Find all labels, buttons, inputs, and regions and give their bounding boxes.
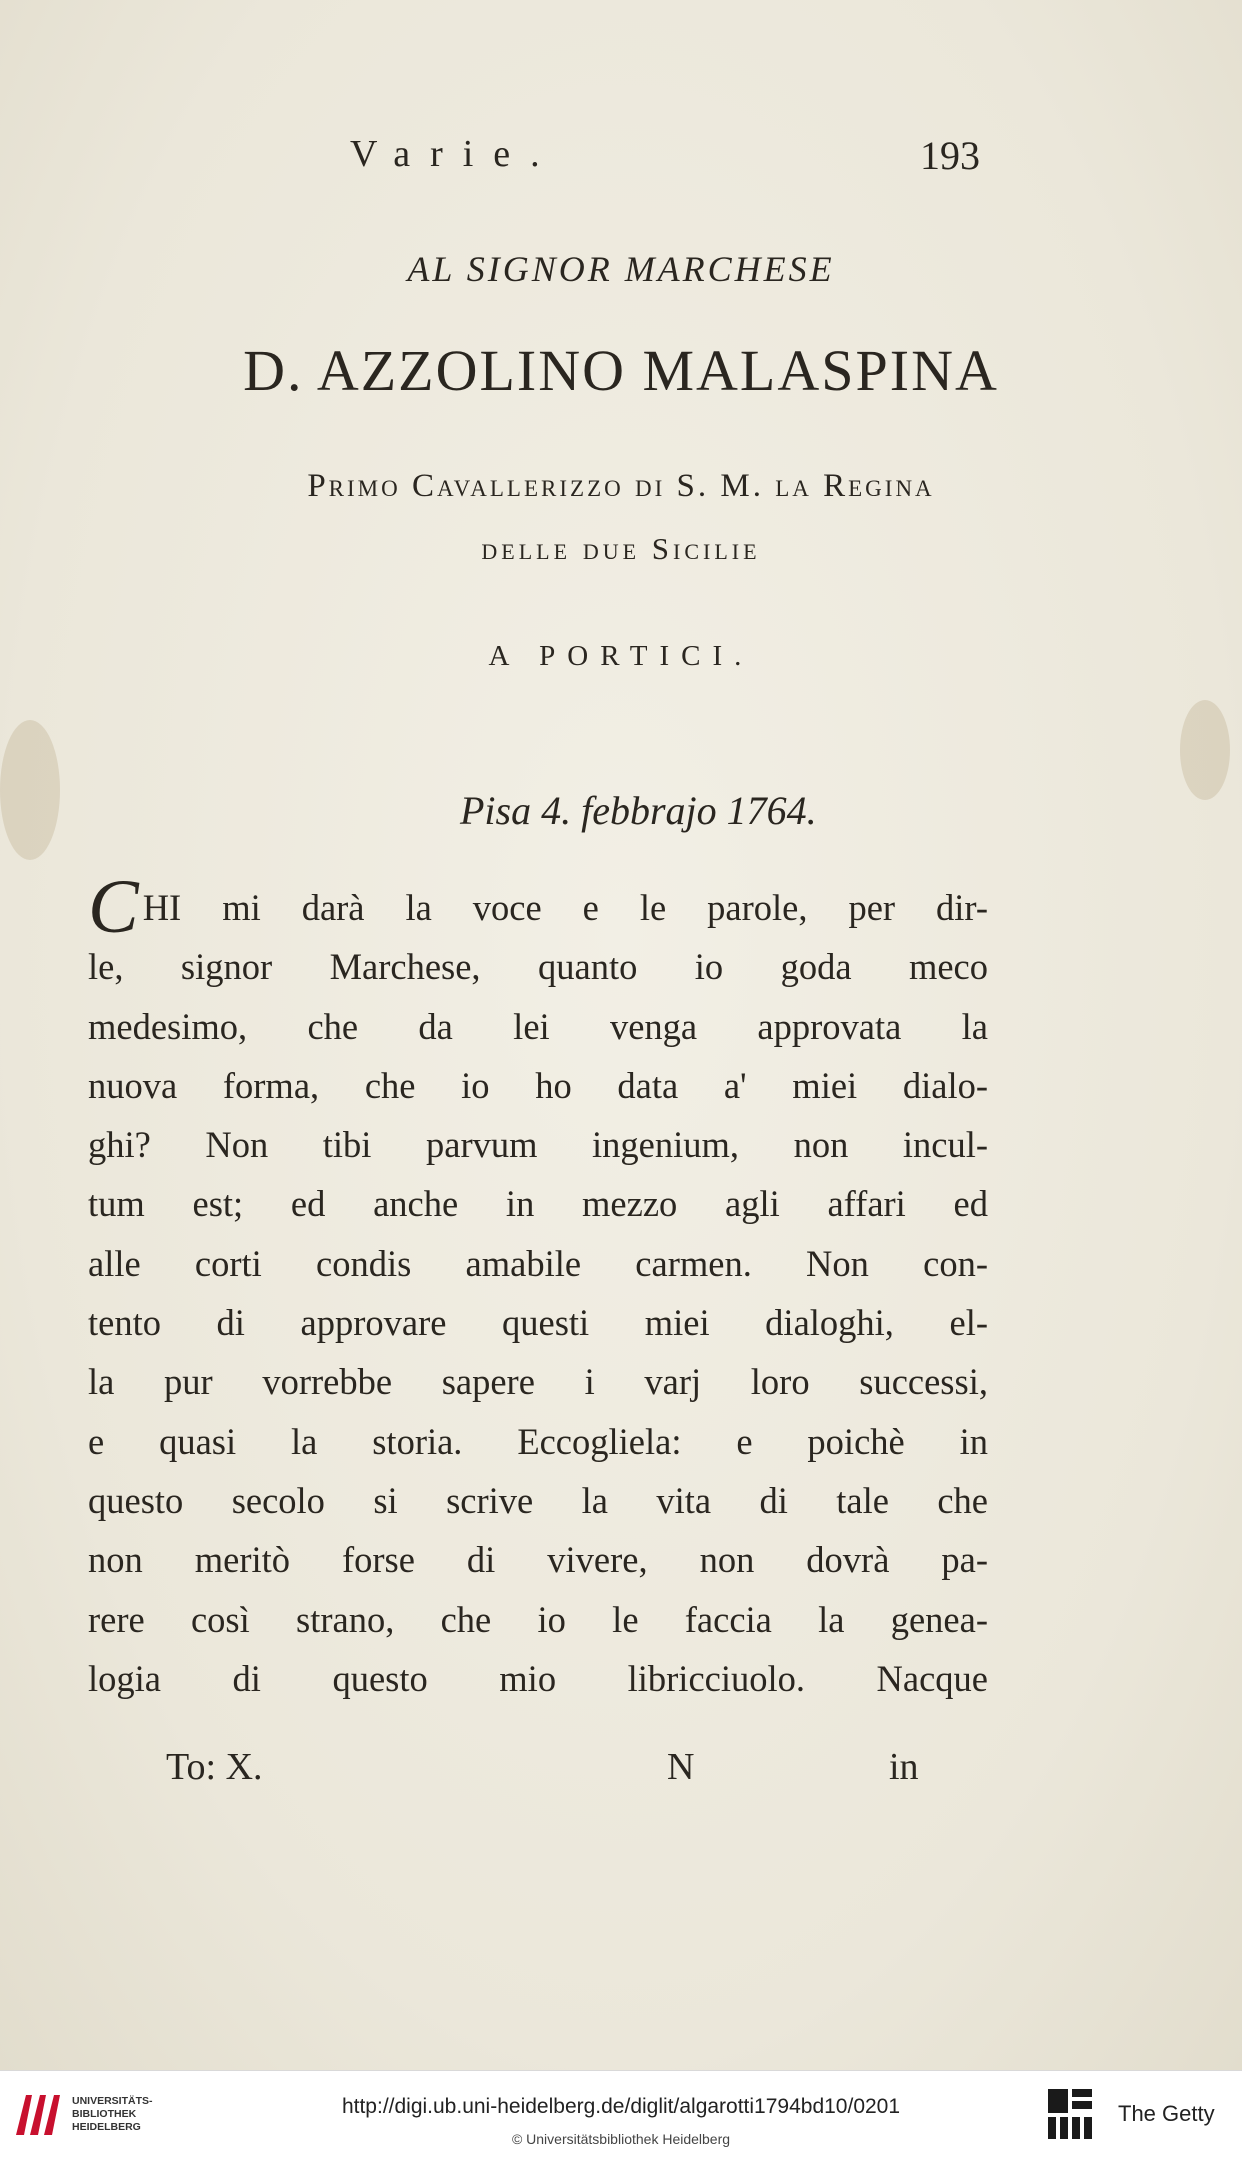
body-line: la pur vorrebbe sapere i varj loro successi, [88,1361,988,1403]
body-line: e quasi la storia. Eccogliela: e poichè in [88,1420,988,1462]
library-name: UNIVERSITÄTS- BIBLIOTHEK HEIDELBERG [72,2095,153,2133]
body-line: tum est; ed anche in mezzo agli affari ed [88,1183,988,1225]
body-line: nuova forma, che io ho data a' miei dialo- [88,1064,988,1106]
viewer-footer [0,2070,1242,2159]
page-number: 193 [920,133,980,178]
getty-logo-icon [1046,2087,1096,2141]
catchword: in [889,1746,919,1788]
body-line: tento di approvare questi miei dialoghi, el- [88,1302,988,1344]
drop-cap: C [88,865,139,949]
body-line: ghi? Non tibi parvum ingenium, non incul- [88,1124,988,1166]
body-line: questo secolo si scrive la vita di tale che [88,1479,988,1521]
body-line: logia di questo mio libricciuolo. Nacque [88,1657,988,1699]
recipient-name: D. AZZOLINO MALASPINA [243,338,999,403]
letter-body [88,865,988,1708]
body-line: non meritò forse di vivere, non dovrà pa- [88,1539,988,1581]
addressee-line: AL SIGNOR MARCHESE [407,249,835,289]
recipient-place: A PORTICI. [488,640,754,672]
running-head: Varie. [350,133,560,175]
recipient-title-line-2: delle due Sicilie [481,531,761,566]
gathering-signature: N [667,1746,695,1788]
dateline: Pisa 4. febbrajo 1764. [460,788,817,833]
body-line: rere così strano, che io le faccia la genea- [88,1598,988,1640]
body-line: medesimo, che da lei venga approvata la [88,1005,988,1047]
permalink-url[interactable]: http://digi.ub.uni-heidelberg.de/diglit/algarotti1794bd10/0201 [341,2095,901,2118]
volume-signature: To: X. [166,1746,263,1788]
foxing-spot [0,720,60,860]
body-line: alle corti condis amabile carmen. Non con- [88,1242,988,1284]
foxing-spot [1180,700,1230,800]
body-line: HI mi darà la voce e le parole, per dir- [142,887,988,928]
body-line: le, signor Marchese, quanto io goda meco [88,946,988,988]
recipient-title-line-1: Primo Cavallerizzo di S. M. la Regina [307,468,935,504]
partner-name: The Getty [1118,2101,1215,2126]
copyright-notice: © Universitätsbibliothek Heidelberg [511,2131,731,2147]
